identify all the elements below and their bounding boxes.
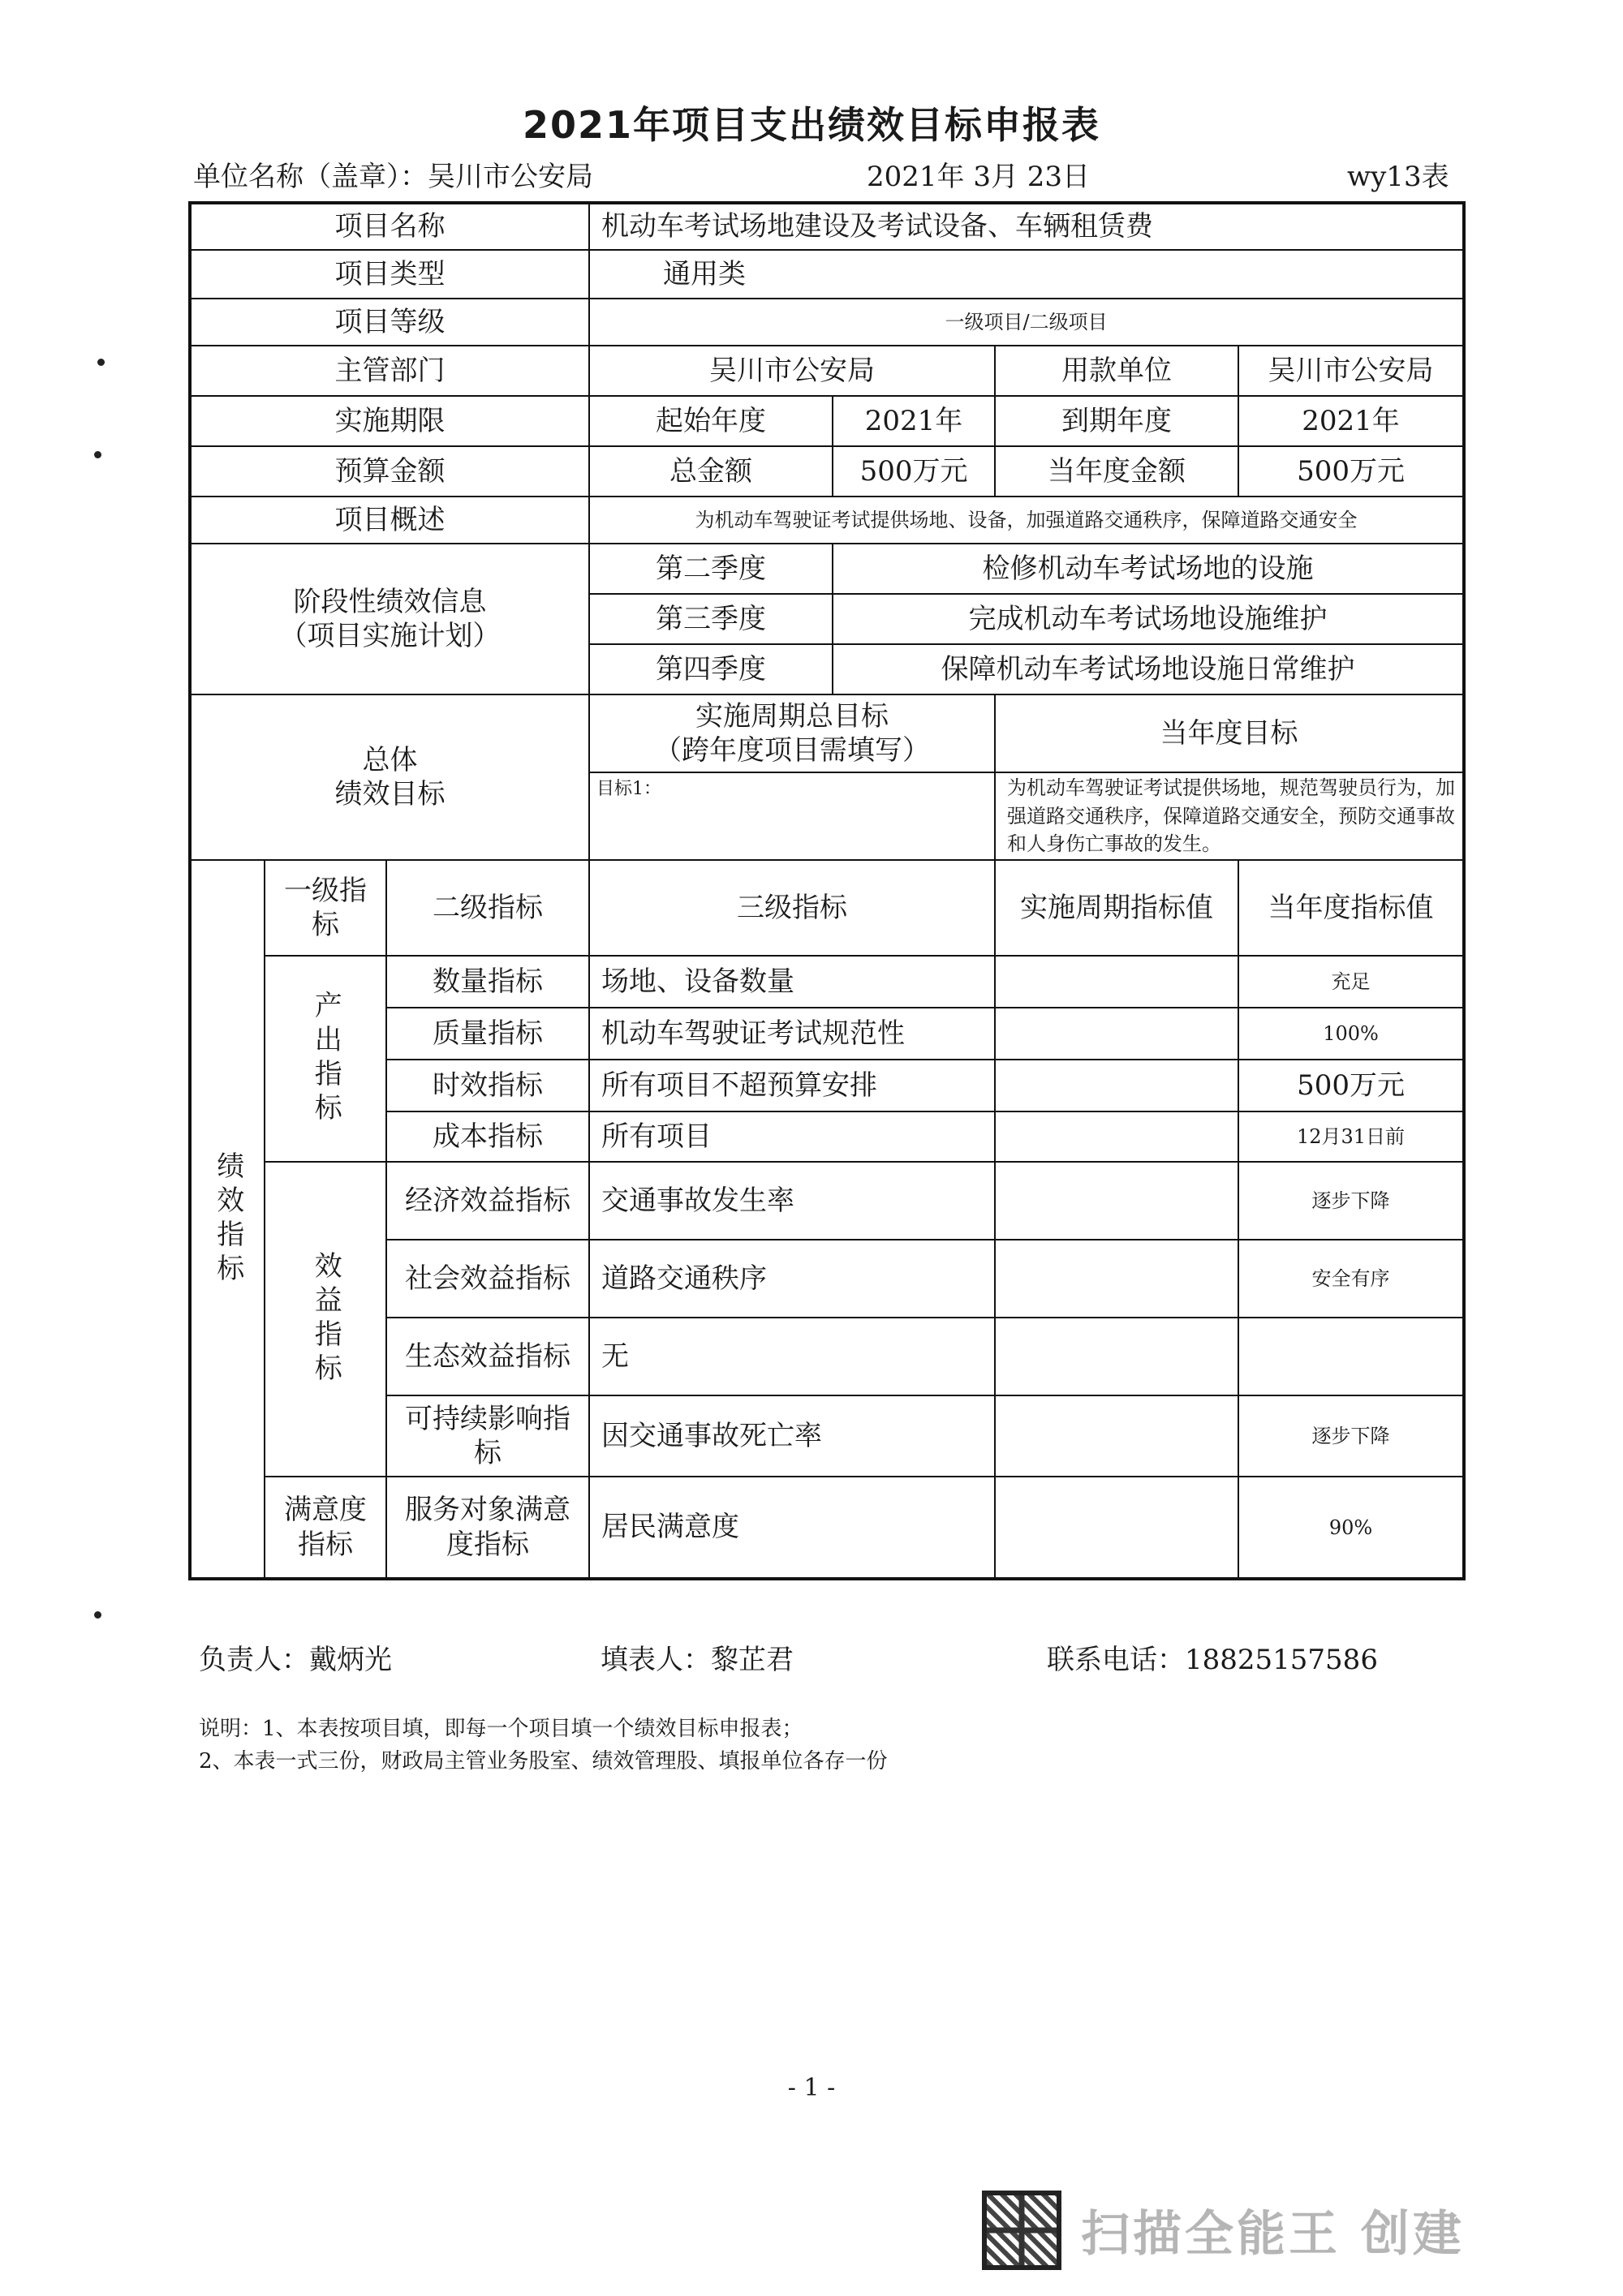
total-amount: 500万元 <box>833 446 995 497</box>
indicator-level2: 经济效益指标 <box>386 1162 589 1240</box>
project-level: 一级项目/二级项目 <box>589 299 1464 346</box>
indicator-section-text: 绩效指标 <box>211 1150 244 1288</box>
project-name: 机动车考试场地建设及考试设备、车辆租赁费 <box>589 203 1464 250</box>
user-unit: 吴川市公安局 <box>1238 346 1464 396</box>
form-code: wy13表 <box>1347 161 1449 193</box>
group-satisfaction: 满意度指标 <box>265 1477 386 1579</box>
performance-table <box>188 201 1466 1580</box>
report-date: 2021年 3月 23日 <box>867 161 1091 193</box>
year-goal-text: 为机动车驾驶证考试提供场地，规范驾驶员行为，加强道路交通秩序，保障道路交通安全，预防交通事故和人身伤亡事故的发生。 <box>995 772 1464 860</box>
indicator-year-value: 安全有序 <box>1238 1240 1464 1318</box>
project-type: 通用类 <box>589 250 1464 299</box>
scan-dot <box>94 1611 101 1619</box>
indicator-section-label <box>190 860 265 1579</box>
indicator-level2: 数量指标 <box>386 956 589 1008</box>
indicator-level3: 道路交通秩序 <box>589 1240 995 1318</box>
unit-name: 单位名称（盖章）：吴川市公安局 <box>193 161 593 193</box>
col-year-value: 当年度指标值 <box>1238 860 1464 956</box>
indicator-level3: 因交通事故死亡率 <box>589 1395 995 1477</box>
period-label: 实施期限 <box>190 396 589 446</box>
current-amount: 500万元 <box>1238 446 1464 497</box>
note-2: 2、本表一式三份，财政局主管业务股室、绩效管理股、填报单位各存一份 <box>199 1749 888 1774</box>
project-level-label: 项目等级 <box>190 299 589 346</box>
indicator-year-value: 逐步下降 <box>1238 1162 1464 1240</box>
scan-dot <box>94 451 101 458</box>
indicator-period-value <box>995 1395 1238 1477</box>
owner: 负责人：戴炳光 <box>199 1644 392 1676</box>
col-level2: 二级指标 <box>386 860 589 956</box>
indicator-period-value <box>995 1060 1238 1111</box>
group-output-label: 产出指标 <box>309 991 342 1127</box>
dept-label: 主管部门 <box>190 346 589 396</box>
col-level1: 一级指标 <box>265 860 386 956</box>
indicator-level2: 质量指标 <box>386 1008 589 1060</box>
user-unit-label: 用款单位 <box>995 346 1238 396</box>
indicator-period-value <box>995 956 1238 1008</box>
total-label: 总金额 <box>589 446 833 497</box>
budget-label: 预算金额 <box>190 446 589 497</box>
indicator-level2: 服务对象满意度指标 <box>386 1477 589 1579</box>
project-type-label: 项目类型 <box>190 250 589 299</box>
period-goal-header <box>589 694 995 772</box>
current-label: 当年度金额 <box>995 446 1238 497</box>
scan-dot <box>97 359 105 366</box>
note-1: 说明：1、本表按项目填，即每一个项目填一个绩效目标申报表； <box>199 1717 803 1741</box>
indicator-level3: 机动车驾驶证考试规范性 <box>589 1008 995 1060</box>
group-benefit <box>265 1162 386 1477</box>
stage-label <box>190 544 589 694</box>
stage-label-line1: 阶段性绩效信息 <box>293 585 487 618</box>
stage-quarter: 第二季度 <box>589 544 833 594</box>
indicator-year-value: 充足 <box>1238 956 1464 1008</box>
indicator-level2: 可持续影响指标 <box>386 1395 589 1477</box>
group-benefit-label: 效益指标 <box>309 1251 342 1387</box>
overall-label-line1: 总体 <box>362 743 418 776</box>
col-level3: 三级指标 <box>589 860 995 956</box>
qr-code-icon <box>982 2191 1061 2270</box>
overview: 为机动车驾驶证考试提供场地、设备，加强道路交通秩序，保障道路交通安全 <box>589 497 1464 544</box>
indicator-period-value <box>995 1318 1238 1395</box>
indicator-year-value <box>1238 1318 1464 1395</box>
start-year-label: 起始年度 <box>589 396 833 446</box>
indicator-level2: 社会效益指标 <box>386 1240 589 1318</box>
group-output <box>265 956 386 1162</box>
indicator-level2: 成本指标 <box>386 1111 589 1162</box>
period-goal-line2: （跨年度项目需填写） <box>654 734 931 767</box>
indicator-level3: 居民满意度 <box>589 1477 995 1579</box>
indicator-level3: 所有项目 <box>589 1111 995 1162</box>
indicator-period-value <box>995 1111 1238 1162</box>
indicator-year-value: 90% <box>1238 1477 1464 1579</box>
indicator-period-value <box>995 1477 1238 1579</box>
period-goal-line1: 实施周期总目标 <box>695 699 889 733</box>
stage-plan: 保障机动车考试场地设施日常维护 <box>833 644 1464 694</box>
phone: 联系电话：18825157586 <box>1047 1644 1378 1676</box>
indicator-year-value: 100% <box>1238 1008 1464 1060</box>
indicator-period-value <box>995 1240 1238 1318</box>
stage-quarter: 第四季度 <box>589 644 833 694</box>
start-year: 2021年 <box>833 396 995 446</box>
stage-plan: 完成机动车考试场地设施维护 <box>833 594 1464 644</box>
stage-quarter: 第三季度 <box>589 594 833 644</box>
goal1-cell: 目标1： <box>589 772 995 860</box>
project-name-label: 项目名称 <box>190 203 589 250</box>
end-year: 2021年 <box>1238 396 1464 446</box>
indicator-level3: 所有项目不超预算安排 <box>589 1060 995 1111</box>
indicator-year-value: 逐步下降 <box>1238 1395 1464 1477</box>
indicator-level3: 交通事故发生率 <box>589 1162 995 1240</box>
filler: 填表人：黎芷君 <box>601 1644 794 1676</box>
indicator-year-value: 12月31日前 <box>1238 1111 1464 1162</box>
page-number: - 1 - <box>787 2074 836 2102</box>
stage-plan: 检修机动车考试场地的设施 <box>833 544 1464 594</box>
col-period-value: 实施周期指标值 <box>995 860 1238 956</box>
dept: 吴川市公安局 <box>589 346 995 396</box>
indicator-level2: 生态效益指标 <box>386 1318 589 1395</box>
overview-label: 项目概述 <box>190 497 589 544</box>
end-year-label: 到期年度 <box>995 396 1238 446</box>
year-goal-header: 当年度目标 <box>995 694 1464 772</box>
overall-label-line2: 绩效目标 <box>334 778 446 810</box>
overall-goal-label <box>190 694 589 860</box>
stage-label-line2: （项目实施计划） <box>279 620 501 652</box>
indicator-level2: 时效指标 <box>386 1060 589 1111</box>
indicator-year-value: 500万元 <box>1238 1060 1464 1111</box>
indicator-level3: 场地、设备数量 <box>589 956 995 1008</box>
page-title: 2021年项目支出绩效目标申报表 <box>522 103 1101 147</box>
scanner-watermark <box>982 2191 1465 2270</box>
watermark-text: 扫描全能王 创建 <box>1081 2206 1465 2263</box>
indicator-level3: 无 <box>589 1318 995 1395</box>
indicator-period-value <box>995 1162 1238 1240</box>
indicator-period-value <box>995 1008 1238 1060</box>
